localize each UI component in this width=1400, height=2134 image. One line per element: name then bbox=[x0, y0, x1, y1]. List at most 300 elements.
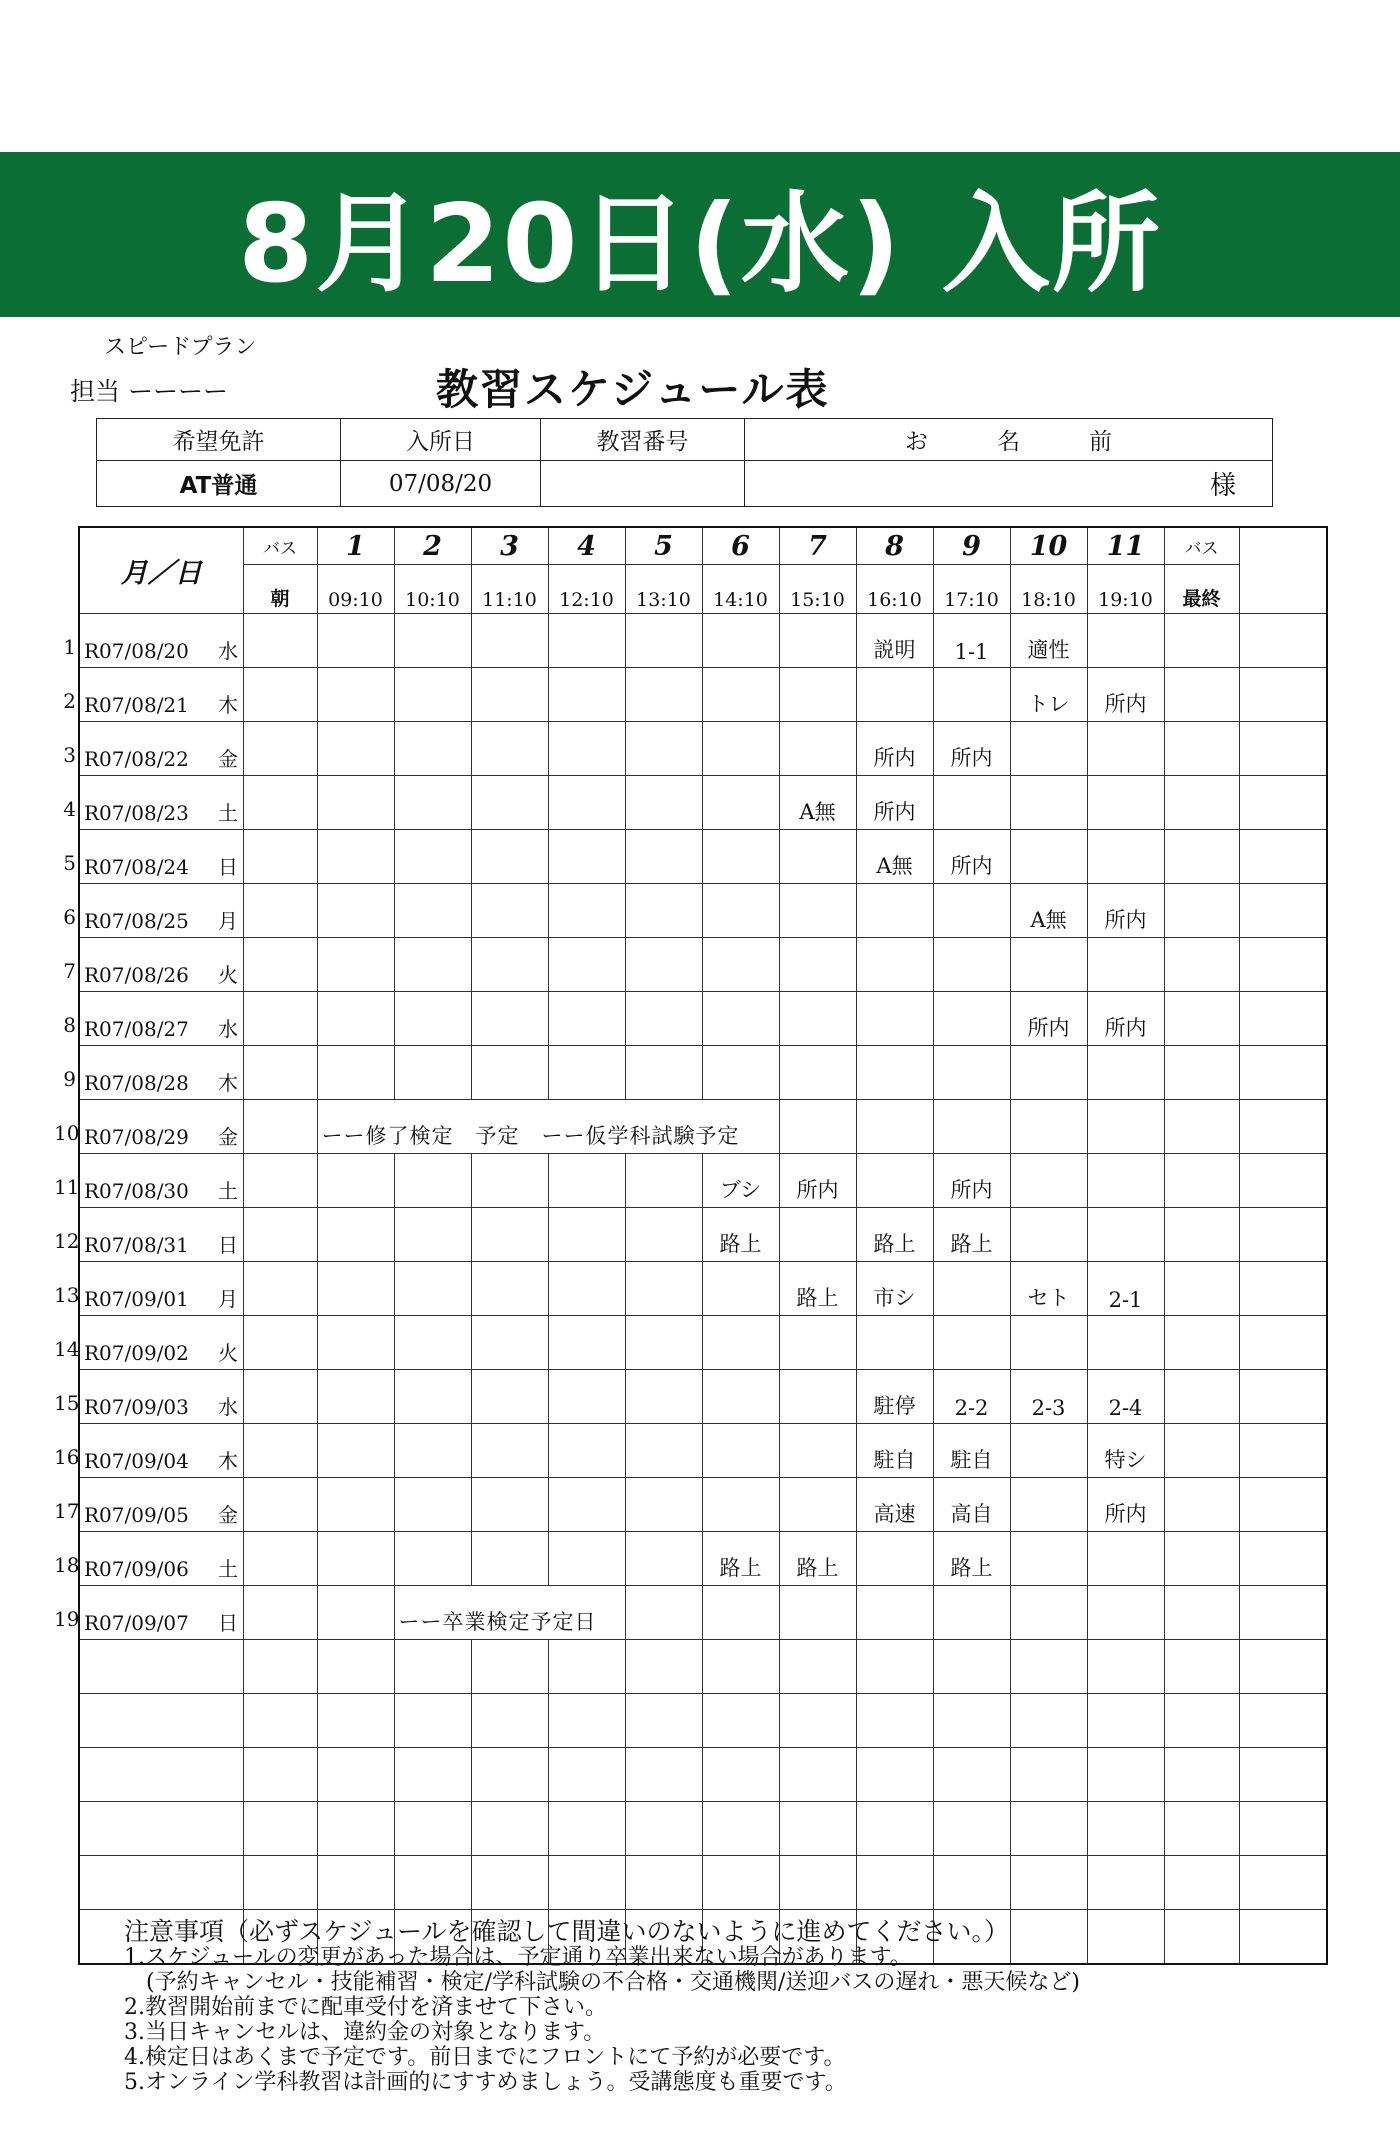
lesson-cell bbox=[625, 938, 702, 992]
bus-last-cell bbox=[1164, 992, 1239, 1046]
lesson-cell bbox=[548, 776, 625, 830]
lesson-cell bbox=[317, 1748, 394, 1802]
entry-date-header: 入所日 bbox=[341, 419, 541, 461]
lesson-cell bbox=[471, 1424, 548, 1478]
lesson-cell bbox=[1087, 1532, 1164, 1586]
lesson-cell bbox=[471, 1748, 548, 1802]
date-text: R07/08/23 bbox=[84, 801, 189, 825]
schedule-row bbox=[79, 1316, 1327, 1370]
lesson-cell: 適性 bbox=[1010, 614, 1087, 668]
row-number: 16 bbox=[54, 1445, 80, 1469]
lesson-cell: 2-2 bbox=[933, 1370, 1010, 1424]
date-cell bbox=[63, 1046, 243, 1100]
lesson-cell bbox=[856, 1856, 933, 1910]
date-cell bbox=[54, 1424, 243, 1478]
lesson-cell bbox=[394, 722, 471, 776]
bus-last-cell bbox=[1164, 938, 1239, 992]
lesson-cell bbox=[548, 992, 625, 1046]
lesson-cell bbox=[1087, 776, 1164, 830]
date-cell bbox=[79, 1802, 243, 1856]
period-time: 16:10 bbox=[856, 565, 933, 614]
lesson-cell bbox=[1010, 1856, 1087, 1910]
lesson-cell bbox=[317, 992, 394, 1046]
lesson-cell: 所内 bbox=[1087, 884, 1164, 938]
date-cell bbox=[79, 1640, 243, 1694]
lesson-cell bbox=[317, 1046, 394, 1100]
blank-cell bbox=[1239, 1046, 1327, 1100]
lesson-cell: 所内 bbox=[933, 830, 1010, 884]
date-cell bbox=[63, 776, 243, 830]
lesson-cell: 所内 bbox=[1087, 1478, 1164, 1532]
lesson-cell bbox=[702, 1046, 779, 1100]
lesson-cell bbox=[394, 1748, 471, 1802]
lesson-cell bbox=[702, 1262, 779, 1316]
lesson-cell bbox=[471, 1154, 548, 1208]
lesson-cell bbox=[548, 1208, 625, 1262]
lesson-cell bbox=[856, 884, 933, 938]
lesson-cell bbox=[548, 1424, 625, 1478]
lesson-cell bbox=[779, 1424, 856, 1478]
lesson-cell bbox=[317, 1262, 394, 1316]
lesson-cell bbox=[856, 1046, 933, 1100]
schedule-row bbox=[79, 1694, 1327, 1748]
row-number: 15 bbox=[54, 1391, 80, 1415]
lesson-cell bbox=[933, 1856, 1010, 1910]
lesson-cell bbox=[548, 1154, 625, 1208]
lesson-cell bbox=[702, 1640, 779, 1694]
entry-date-value: 07/08/20 bbox=[341, 461, 541, 507]
date-cell bbox=[79, 1694, 243, 1748]
lesson-cell: 路上 bbox=[933, 1208, 1010, 1262]
date-cell bbox=[54, 1478, 243, 1532]
row-number: 14 bbox=[54, 1337, 80, 1361]
lesson-cell bbox=[394, 614, 471, 668]
day-of-week: 月 bbox=[218, 909, 238, 933]
lesson-cell bbox=[548, 1802, 625, 1856]
license-header: 希望免許 bbox=[97, 419, 341, 461]
lesson-cell: 所内 bbox=[856, 776, 933, 830]
lesson-cell bbox=[702, 1748, 779, 1802]
lesson-cell bbox=[933, 668, 1010, 722]
bus-last-cell bbox=[1164, 1208, 1239, 1262]
lesson-cell bbox=[779, 1100, 856, 1154]
schedule-row bbox=[79, 830, 1327, 884]
lesson-cell: 路上 bbox=[702, 1532, 779, 1586]
period-time: 11:10 bbox=[471, 565, 548, 614]
lesson-cell bbox=[933, 1046, 1010, 1100]
bus-last-cell bbox=[1164, 1802, 1239, 1856]
date-text: R07/09/04 bbox=[84, 1449, 189, 1473]
date-cell bbox=[54, 1100, 243, 1154]
lesson-cell bbox=[625, 1478, 702, 1532]
lesson-cell bbox=[625, 614, 702, 668]
schedule-row bbox=[79, 1046, 1327, 1100]
blank-cell bbox=[1239, 1424, 1327, 1478]
lesson-cell bbox=[779, 1802, 856, 1856]
day-of-week: 土 bbox=[218, 1179, 238, 1203]
blank-cell bbox=[1239, 938, 1327, 992]
lesson-cell bbox=[1087, 1208, 1164, 1262]
schedule-row bbox=[79, 992, 1327, 1046]
lesson-cell bbox=[317, 938, 394, 992]
license-value: AT普通 bbox=[97, 461, 341, 507]
lesson-cell bbox=[625, 722, 702, 776]
lesson-cell bbox=[779, 1370, 856, 1424]
lesson-cell bbox=[1010, 1640, 1087, 1694]
bus-morning-cell bbox=[243, 1694, 317, 1748]
lesson-cell bbox=[702, 776, 779, 830]
lesson-cell bbox=[625, 1208, 702, 1262]
lesson-cell bbox=[317, 668, 394, 722]
blank-cell bbox=[1239, 722, 1327, 776]
blank-cell bbox=[1239, 1910, 1327, 1965]
exam-note: ーー修了検定 予定 ーー仮学科試験予定 bbox=[317, 1100, 779, 1154]
lesson-cell bbox=[702, 1424, 779, 1478]
lesson-cell bbox=[548, 614, 625, 668]
date-text: R07/08/28 bbox=[84, 1071, 189, 1095]
bus-last-cell bbox=[1164, 1910, 1239, 1965]
row-number: 10 bbox=[54, 1121, 80, 1145]
period-time: 17:10 bbox=[933, 565, 1010, 614]
period-time: 09:10 bbox=[317, 565, 394, 614]
lesson-cell bbox=[317, 1370, 394, 1424]
lesson-cell bbox=[625, 1748, 702, 1802]
lesson-cell bbox=[1010, 1586, 1087, 1640]
day-of-week: 火 bbox=[218, 963, 238, 987]
lesson-cell bbox=[548, 1640, 625, 1694]
date-text: R07/09/01 bbox=[84, 1287, 189, 1311]
lesson-cell bbox=[779, 1478, 856, 1532]
blank-cell bbox=[1239, 1586, 1327, 1640]
period-header: 11 bbox=[1087, 527, 1164, 565]
bus-morning-cell bbox=[243, 1154, 317, 1208]
blank-cell bbox=[1239, 1478, 1327, 1532]
lesson-cell bbox=[1087, 830, 1164, 884]
lesson-cell: 路上 bbox=[933, 1532, 1010, 1586]
lesson-cell bbox=[1087, 1640, 1164, 1694]
lesson-cell bbox=[856, 668, 933, 722]
period-time: 13:10 bbox=[625, 565, 702, 614]
bus-last-cell bbox=[1164, 1262, 1239, 1316]
lesson-cell bbox=[1010, 722, 1087, 776]
bus-last-cell bbox=[1164, 776, 1239, 830]
lesson-cell bbox=[779, 938, 856, 992]
lesson-cell bbox=[779, 614, 856, 668]
schedule-row bbox=[79, 668, 1327, 722]
lesson-cell bbox=[933, 992, 1010, 1046]
number-value bbox=[541, 461, 745, 507]
lesson-cell bbox=[779, 1748, 856, 1802]
date-cell bbox=[63, 722, 243, 776]
lesson-cell bbox=[394, 1478, 471, 1532]
day-of-week: 金 bbox=[218, 747, 238, 771]
lesson-cell bbox=[702, 1856, 779, 1910]
lesson-cell bbox=[394, 668, 471, 722]
student-info-table bbox=[96, 418, 1273, 507]
bus-morning-cell bbox=[243, 830, 317, 884]
bus-last-cell bbox=[1164, 1694, 1239, 1748]
lesson-cell bbox=[317, 1424, 394, 1478]
row-number: 13 bbox=[54, 1283, 80, 1307]
lesson-cell bbox=[394, 1154, 471, 1208]
date-text: R07/08/20 bbox=[84, 639, 189, 663]
lesson-cell bbox=[779, 1316, 856, 1370]
lesson-cell bbox=[394, 1424, 471, 1478]
lesson-cell bbox=[933, 1586, 1010, 1640]
lesson-cell bbox=[471, 1640, 548, 1694]
bus-morning-cell bbox=[243, 1856, 317, 1910]
bus-morning-cell bbox=[243, 1748, 317, 1802]
lesson-cell bbox=[779, 884, 856, 938]
lesson-cell bbox=[625, 1586, 702, 1640]
lesson-cell bbox=[1010, 938, 1087, 992]
date-cell bbox=[54, 1154, 243, 1208]
lesson-cell bbox=[933, 884, 1010, 938]
lesson-cell: 所内 bbox=[933, 722, 1010, 776]
period-header: 5 bbox=[625, 527, 702, 565]
lesson-cell bbox=[471, 1694, 548, 1748]
bus-morning-cell bbox=[243, 668, 317, 722]
lesson-cell: 2-3 bbox=[1010, 1370, 1087, 1424]
blank-cell bbox=[1239, 1316, 1327, 1370]
bus-last-cell bbox=[1164, 1046, 1239, 1100]
lesson-cell bbox=[856, 1802, 933, 1856]
lesson-cell: 市シ bbox=[856, 1262, 933, 1316]
lesson-cell bbox=[702, 1694, 779, 1748]
date-text: R07/08/30 bbox=[84, 1179, 189, 1203]
lesson-cell bbox=[471, 1802, 548, 1856]
date-cell bbox=[63, 614, 243, 668]
lesson-cell: A無 bbox=[1010, 884, 1087, 938]
date-text: R07/08/24 bbox=[84, 855, 189, 879]
lesson-cell: 2-1 bbox=[1087, 1262, 1164, 1316]
lesson-cell bbox=[702, 938, 779, 992]
lesson-cell bbox=[548, 1046, 625, 1100]
bus-morning-cell bbox=[243, 1370, 317, 1424]
period-time: 18:10 bbox=[1010, 565, 1087, 614]
lesson-cell bbox=[471, 614, 548, 668]
lesson-cell bbox=[394, 992, 471, 1046]
schedule-row bbox=[79, 884, 1327, 938]
row-number: 1 bbox=[63, 635, 76, 659]
note-item: 3.当日キャンセルは、違約金の対象となります。 bbox=[124, 2020, 606, 2045]
row-number: 3 bbox=[63, 743, 76, 767]
lesson-cell bbox=[317, 830, 394, 884]
lesson-cell: 駐自 bbox=[933, 1424, 1010, 1478]
lesson-cell bbox=[625, 776, 702, 830]
date-text: R07/08/27 bbox=[84, 1017, 189, 1041]
bus-last-cell bbox=[1164, 1100, 1239, 1154]
bus-last-cell bbox=[1164, 1532, 1239, 1586]
date-text: R07/08/29 bbox=[84, 1125, 189, 1149]
period-header: 3 bbox=[471, 527, 548, 565]
lesson-cell bbox=[317, 1640, 394, 1694]
day-of-week: 木 bbox=[218, 693, 238, 717]
lesson-cell bbox=[471, 1208, 548, 1262]
lesson-cell bbox=[471, 1532, 548, 1586]
blank-cell bbox=[1239, 1694, 1327, 1748]
blank-cell bbox=[1239, 614, 1327, 668]
lesson-cell bbox=[317, 1478, 394, 1532]
note-item: 5.オンライン学科教習は計画的にすすめましょう。受講態度も重要です。 bbox=[124, 2070, 847, 2095]
lesson-cell bbox=[317, 1694, 394, 1748]
lesson-cell bbox=[933, 1262, 1010, 1316]
bus-morning-cell bbox=[243, 1640, 317, 1694]
row-number: 6 bbox=[63, 905, 76, 929]
staff-label: 担当 ーーーー bbox=[70, 377, 228, 406]
date-cell bbox=[54, 1586, 243, 1640]
bus-morning-cell bbox=[243, 1046, 317, 1100]
lesson-cell bbox=[933, 1100, 1010, 1154]
schedule-row bbox=[79, 1370, 1327, 1424]
lesson-cell bbox=[779, 1856, 856, 1910]
bus-header-morning: バス bbox=[243, 527, 317, 565]
lesson-cell bbox=[394, 1640, 471, 1694]
period-header: 8 bbox=[856, 527, 933, 565]
lesson-cell bbox=[856, 938, 933, 992]
plan-name: スピードプラン bbox=[104, 335, 257, 360]
date-column-header: 月／日 bbox=[79, 527, 243, 614]
lesson-cell: 所内 bbox=[1087, 668, 1164, 722]
blank-cell bbox=[1239, 776, 1327, 830]
schedule-row bbox=[79, 722, 1327, 776]
blank-cell bbox=[1239, 1532, 1327, 1586]
notes-section bbox=[124, 1918, 1080, 2095]
schedule-row bbox=[79, 1478, 1327, 1532]
bus-morning-cell bbox=[243, 1100, 317, 1154]
blank-cell bbox=[1239, 1154, 1327, 1208]
row-number: 12 bbox=[54, 1229, 80, 1253]
lesson-cell bbox=[471, 1856, 548, 1910]
lesson-cell: 路上 bbox=[856, 1208, 933, 1262]
lesson-cell bbox=[394, 1802, 471, 1856]
lesson-cell bbox=[1010, 1046, 1087, 1100]
lesson-cell bbox=[471, 1478, 548, 1532]
lesson-cell bbox=[471, 776, 548, 830]
bus-last-cell bbox=[1164, 1370, 1239, 1424]
lesson-cell bbox=[1010, 776, 1087, 830]
period-time: 12:10 bbox=[548, 565, 625, 614]
bus-last-cell bbox=[1164, 1478, 1239, 1532]
lesson-cell: トレ bbox=[1010, 668, 1087, 722]
date-cell bbox=[54, 1532, 243, 1586]
date-cell bbox=[63, 830, 243, 884]
day-of-week: 火 bbox=[218, 1341, 238, 1365]
lesson-cell bbox=[625, 1694, 702, 1748]
lesson-cell bbox=[856, 1154, 933, 1208]
lesson-cell bbox=[317, 1586, 394, 1640]
blank-cell bbox=[1239, 1370, 1327, 1424]
lesson-cell bbox=[471, 1316, 548, 1370]
row-number: 11 bbox=[54, 1175, 80, 1199]
lesson-cell bbox=[933, 1802, 1010, 1856]
name-header: お 名 前 bbox=[745, 419, 1273, 461]
period-header: 4 bbox=[548, 527, 625, 565]
lesson-cell bbox=[779, 1586, 856, 1640]
blank-cell bbox=[1239, 884, 1327, 938]
lesson-cell bbox=[1087, 1856, 1164, 1910]
lesson-cell bbox=[471, 1046, 548, 1100]
lesson-cell bbox=[779, 992, 856, 1046]
lesson-cell bbox=[856, 1532, 933, 1586]
lesson-cell bbox=[625, 992, 702, 1046]
date-cell bbox=[63, 938, 243, 992]
row-number: 18 bbox=[54, 1553, 80, 1577]
lesson-cell bbox=[548, 1478, 625, 1532]
blank-cell bbox=[1239, 1262, 1327, 1316]
period-time: 14:10 bbox=[702, 565, 779, 614]
lesson-cell bbox=[1010, 1478, 1087, 1532]
schedule-row bbox=[79, 1802, 1327, 1856]
bus-morning-cell bbox=[243, 614, 317, 668]
lesson-cell bbox=[394, 1208, 471, 1262]
lesson-cell bbox=[394, 1262, 471, 1316]
lesson-cell bbox=[471, 668, 548, 722]
lesson-cell bbox=[625, 1046, 702, 1100]
document-title: 教習スケジュール表 bbox=[436, 365, 830, 414]
name-value: 様 bbox=[745, 461, 1273, 507]
lesson-cell bbox=[779, 1208, 856, 1262]
blank-cell bbox=[1239, 1748, 1327, 1802]
schedule-row bbox=[79, 1262, 1327, 1316]
lesson-cell bbox=[933, 1748, 1010, 1802]
lesson-cell bbox=[702, 722, 779, 776]
lesson-cell bbox=[548, 1532, 625, 1586]
day-of-week: 木 bbox=[218, 1449, 238, 1473]
row-number: 7 bbox=[63, 959, 76, 983]
lesson-cell: セト bbox=[1010, 1262, 1087, 1316]
lesson-cell bbox=[394, 1046, 471, 1100]
lesson-cell bbox=[625, 1154, 702, 1208]
lesson-cell bbox=[548, 1748, 625, 1802]
bus-last-cell bbox=[1164, 884, 1239, 938]
bus-last-cell bbox=[1164, 722, 1239, 776]
lesson-cell bbox=[471, 722, 548, 776]
bus-morning-cell bbox=[243, 1424, 317, 1478]
bus-morning-cell bbox=[243, 884, 317, 938]
lesson-cell: 所内 bbox=[1087, 992, 1164, 1046]
lesson-cell bbox=[317, 614, 394, 668]
bus-morning-cell bbox=[243, 992, 317, 1046]
bus-morning-cell bbox=[243, 722, 317, 776]
lesson-cell: 所内 bbox=[856, 722, 933, 776]
lesson-cell bbox=[548, 668, 625, 722]
lesson-cell bbox=[548, 1262, 625, 1316]
period-header: 6 bbox=[702, 527, 779, 565]
lesson-cell bbox=[548, 1694, 625, 1748]
lesson-cell bbox=[625, 668, 702, 722]
lesson-cell: 2-4 bbox=[1087, 1370, 1164, 1424]
row-number: 2 bbox=[63, 689, 76, 713]
lesson-cell bbox=[1087, 1316, 1164, 1370]
blank-cell bbox=[1239, 668, 1327, 722]
lesson-cell bbox=[702, 1586, 779, 1640]
schedule-row bbox=[79, 1640, 1327, 1694]
schedule-row bbox=[79, 1154, 1327, 1208]
lesson-cell bbox=[548, 1316, 625, 1370]
bus-last-cell bbox=[1164, 830, 1239, 884]
day-of-week: 土 bbox=[218, 1557, 238, 1581]
date-cell bbox=[54, 1370, 243, 1424]
blank-cell bbox=[1239, 1640, 1327, 1694]
lesson-cell bbox=[856, 1100, 933, 1154]
day-of-week: 金 bbox=[218, 1503, 238, 1527]
day-of-week: 木 bbox=[218, 1071, 238, 1095]
blank-cell bbox=[1239, 1802, 1327, 1856]
lesson-cell: 高速 bbox=[856, 1478, 933, 1532]
blank-cell bbox=[1239, 1100, 1327, 1154]
period-time: 19:10 bbox=[1087, 565, 1164, 614]
